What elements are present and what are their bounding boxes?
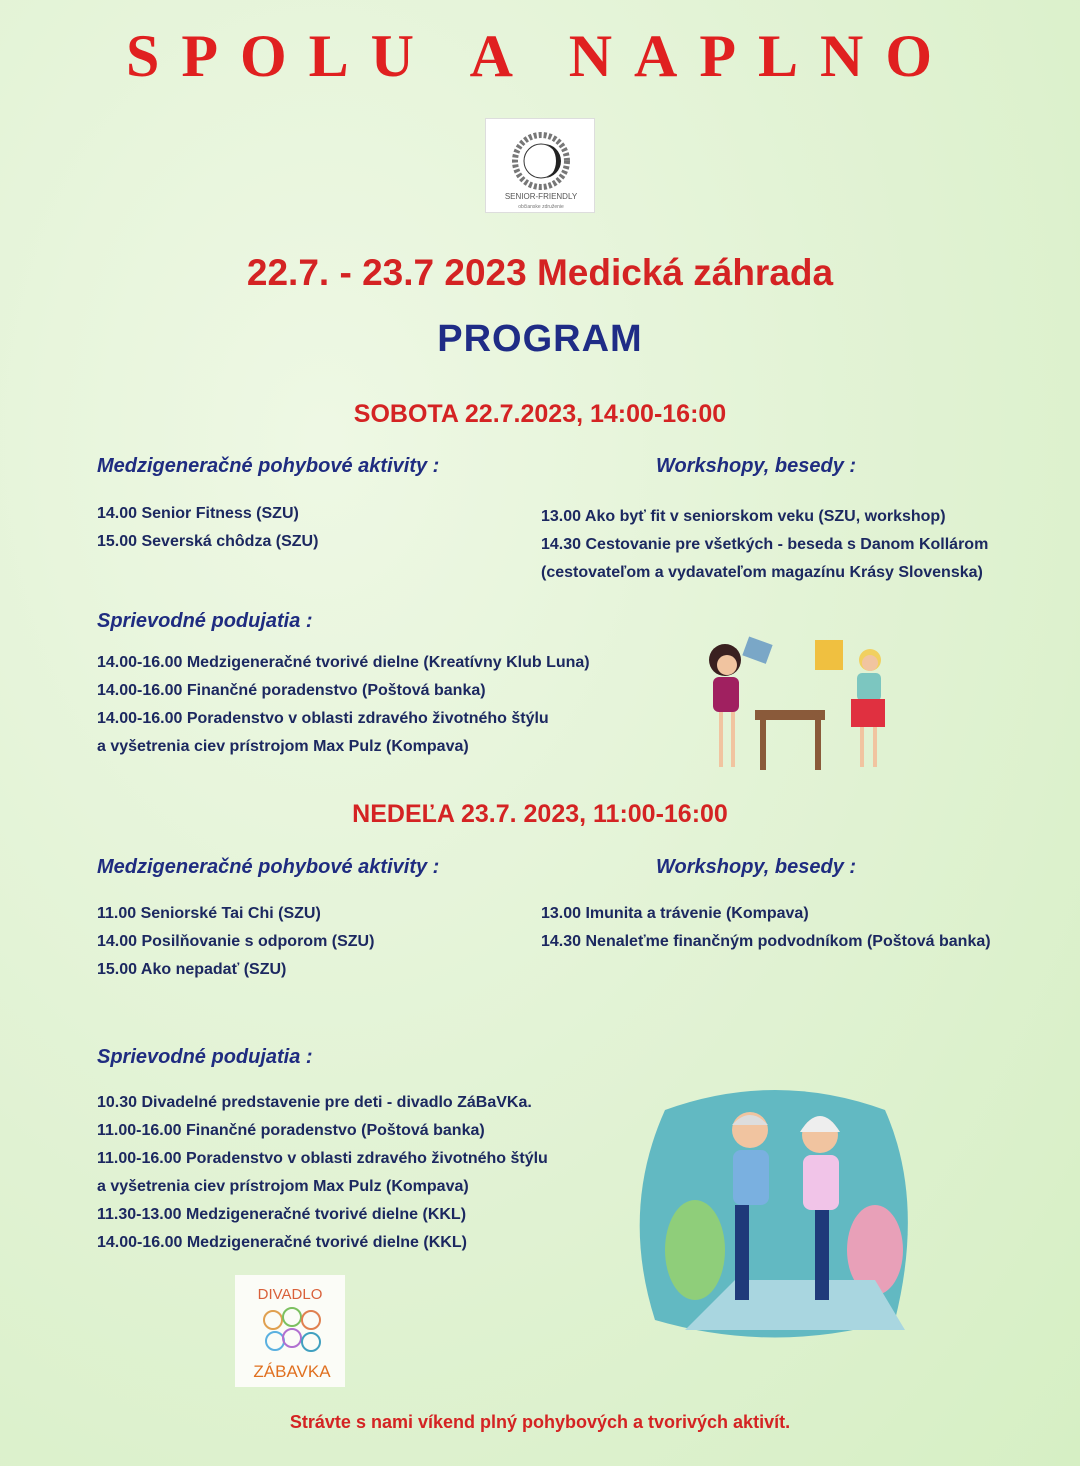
- list-item: 11.00 Seniorské Tai Chi (SZU): [97, 905, 321, 922]
- list-item: 11.00-16.00 Poradenstvo v oblasti zdravého životného štýlu: [97, 1150, 548, 1167]
- list-item: 14.30 Cestovanie pre všetkých - beseda s Danom Kollárom: [541, 536, 989, 553]
- sat-events-title: Sprievodné podujatia :: [97, 610, 313, 632]
- list-item: 14.00 Senior Fitness (SZU): [97, 505, 299, 522]
- divadlo-zabavka-logo: [235, 1275, 345, 1387]
- list-item: 13.00 Ako byť fit v seniorskom veku (SZU, workshop): [541, 508, 946, 525]
- list-item: 11.00-16.00 Finančné poradenstvo (Poštová banka): [97, 1122, 485, 1139]
- kids-crafting-illustration: [685, 635, 895, 775]
- svg-text:ZÁBAVKA: ZÁBAVKA: [253, 1362, 331, 1381]
- sun-events-title: Sprievodné podujatia :: [97, 1046, 313, 1068]
- list-item: 14.00-16.00 Medzigeneračné tvorivé dielne (KKL): [97, 1234, 467, 1251]
- list-item: 14.00-16.00 Medzigeneračné tvorivé dielne (Kreatívny Klub Luna): [97, 654, 590, 671]
- svg-text:občianske združenie: občianske združenie: [518, 204, 564, 210]
- list-item: (cestovateľom a vydavateľom magazínu Krásy Slovenska): [541, 564, 983, 581]
- list-item: 14.30 Nenaleťme finančným podvodníkom (Poštová banka): [541, 933, 991, 950]
- list-item: 15.00 Severská chôdza (SZU): [97, 533, 319, 550]
- svg-text:DIVADLO: DIVADLO: [257, 1286, 323, 1303]
- list-item: a vyšetrenia ciev prístrojom Max Pulz (Kompava): [97, 738, 469, 755]
- list-item: 13.00 Imunita a trávenie (Kompava): [541, 905, 809, 922]
- sunday-heading: NEDEĽA 23.7. 2023, 11:00-16:00: [352, 800, 728, 828]
- saturday-heading: SOBOTA 22.7.2023, 14:00-16:00: [353, 400, 727, 428]
- list-item: 14.00 Posilňovanie s odporom (SZU): [97, 933, 375, 950]
- sat-activities-title: Medzigeneračné pohybové aktivity :: [97, 455, 440, 477]
- sun-workshops-title: Workshopy, besedy :: [656, 856, 857, 878]
- svg-text:SENIOR-FRIENDLY: SENIOR-FRIENDLY: [504, 192, 578, 201]
- program-heading: PROGRAM: [437, 318, 643, 360]
- sun-activities-title: Medzigeneračné pohybové aktivity :: [97, 856, 440, 878]
- event-date-place: 22.7. - 23.7 2023 Medická záhrada: [246, 252, 834, 293]
- kreativny-klub-luna-logo: [485, 118, 595, 213]
- list-item: a vyšetrenia ciev prístrojom Max Pulz (Kompava): [97, 1178, 469, 1195]
- list-item: 10.30 Divadelné predstavenie pre deti - divadlo ZáBaVKa.: [97, 1094, 532, 1111]
- sat-workshops-title: Workshopy, besedy :: [656, 455, 857, 477]
- list-item: 14.00-16.00 Finančné poradenstvo (Poštová banka): [97, 682, 486, 699]
- footer-tagline: Strávte s nami víkend plný pohybových a tvorivých aktivít.: [289, 1412, 791, 1432]
- list-item: 14.00-16.00 Poradenstvo v oblasti zdravého životného štýlu: [97, 710, 549, 727]
- poster-title: SPOLU A NAPLNO: [125, 23, 955, 89]
- seniors-yoga-illustration: [625, 1080, 925, 1345]
- list-item: 15.00 Ako nepadať (SZU): [97, 961, 287, 978]
- list-item: 11.30-13.00 Medzigeneračné tvorivé dielne (KKL): [97, 1206, 467, 1223]
